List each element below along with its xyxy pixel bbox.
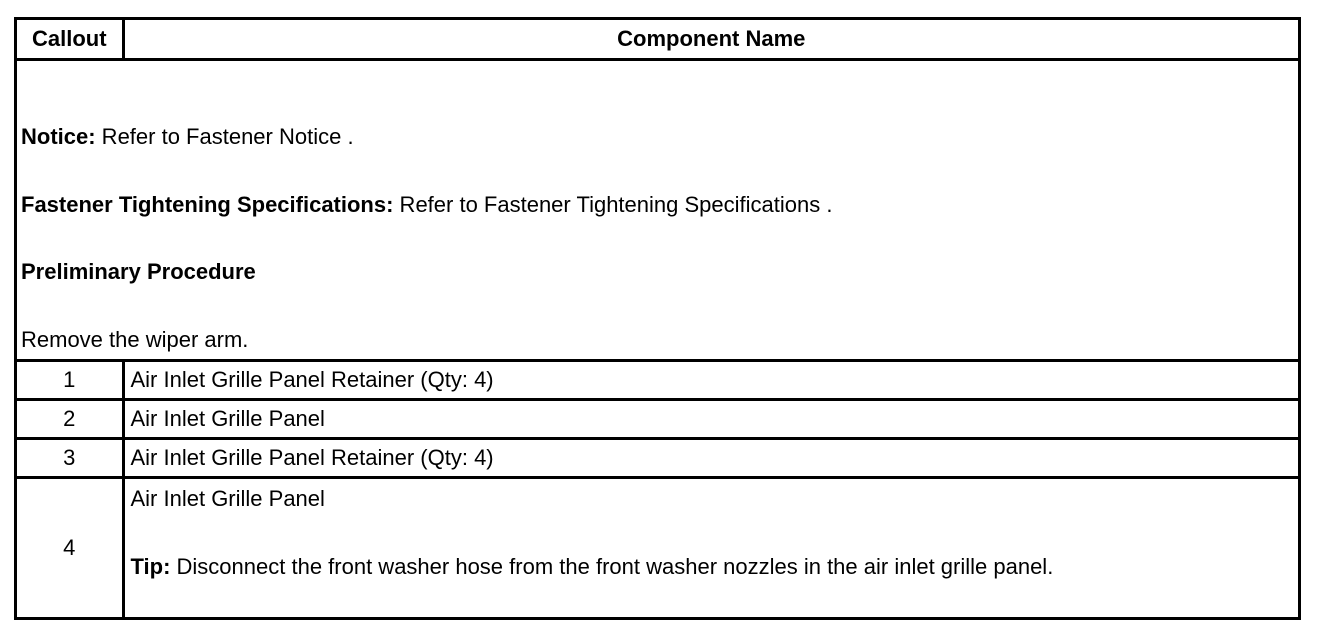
preliminary-procedure-heading: Preliminary Procedure [21,259,256,284]
tip-text: Disconnect the front washer hose from the front washer nozzles in the air inlet grille panel. [170,554,1054,579]
notice-text: Refer to Fastener Notice . [95,124,354,149]
notice-label: Notice: [21,124,96,149]
intro-row [17,60,1298,361]
tip-line [131,555,1054,579]
fastener-spec-line [21,193,832,217]
component-table [17,20,1298,617]
tip-label: Tip: [130,554,171,579]
callout-number: 3 [17,439,123,478]
table-row [17,361,1298,400]
preliminary-procedure-step: Remove the wiper arm. [21,327,249,352]
component-table-frame [14,17,1301,620]
component-name-cell [123,478,1298,618]
component-name: Air Inlet Grille Panel [130,486,325,511]
table-row [17,400,1298,439]
table-row [17,478,1298,618]
component-name: Air Inlet Grille Panel Retainer (Qty: 4) [123,361,1298,400]
callout-number: 4 [17,478,123,618]
callout-number: 1 [17,361,123,400]
fastener-spec-label: Fastener Tightening Specifications: [21,192,394,217]
callout-column-header: Callout [17,20,123,60]
fastener-spec-text: Refer to Fastener Tightening Specifications . [393,192,833,217]
intro-cell [17,60,1298,361]
table-header-row [17,20,1298,60]
callout-number: 2 [17,400,123,439]
notice-line [21,125,354,149]
table-row [17,439,1298,478]
component-name: Air Inlet Grille Panel Retainer (Qty: 4) [123,439,1298,478]
component-name-column-header: Component Name [123,20,1298,60]
component-name: Air Inlet Grille Panel [123,400,1298,439]
